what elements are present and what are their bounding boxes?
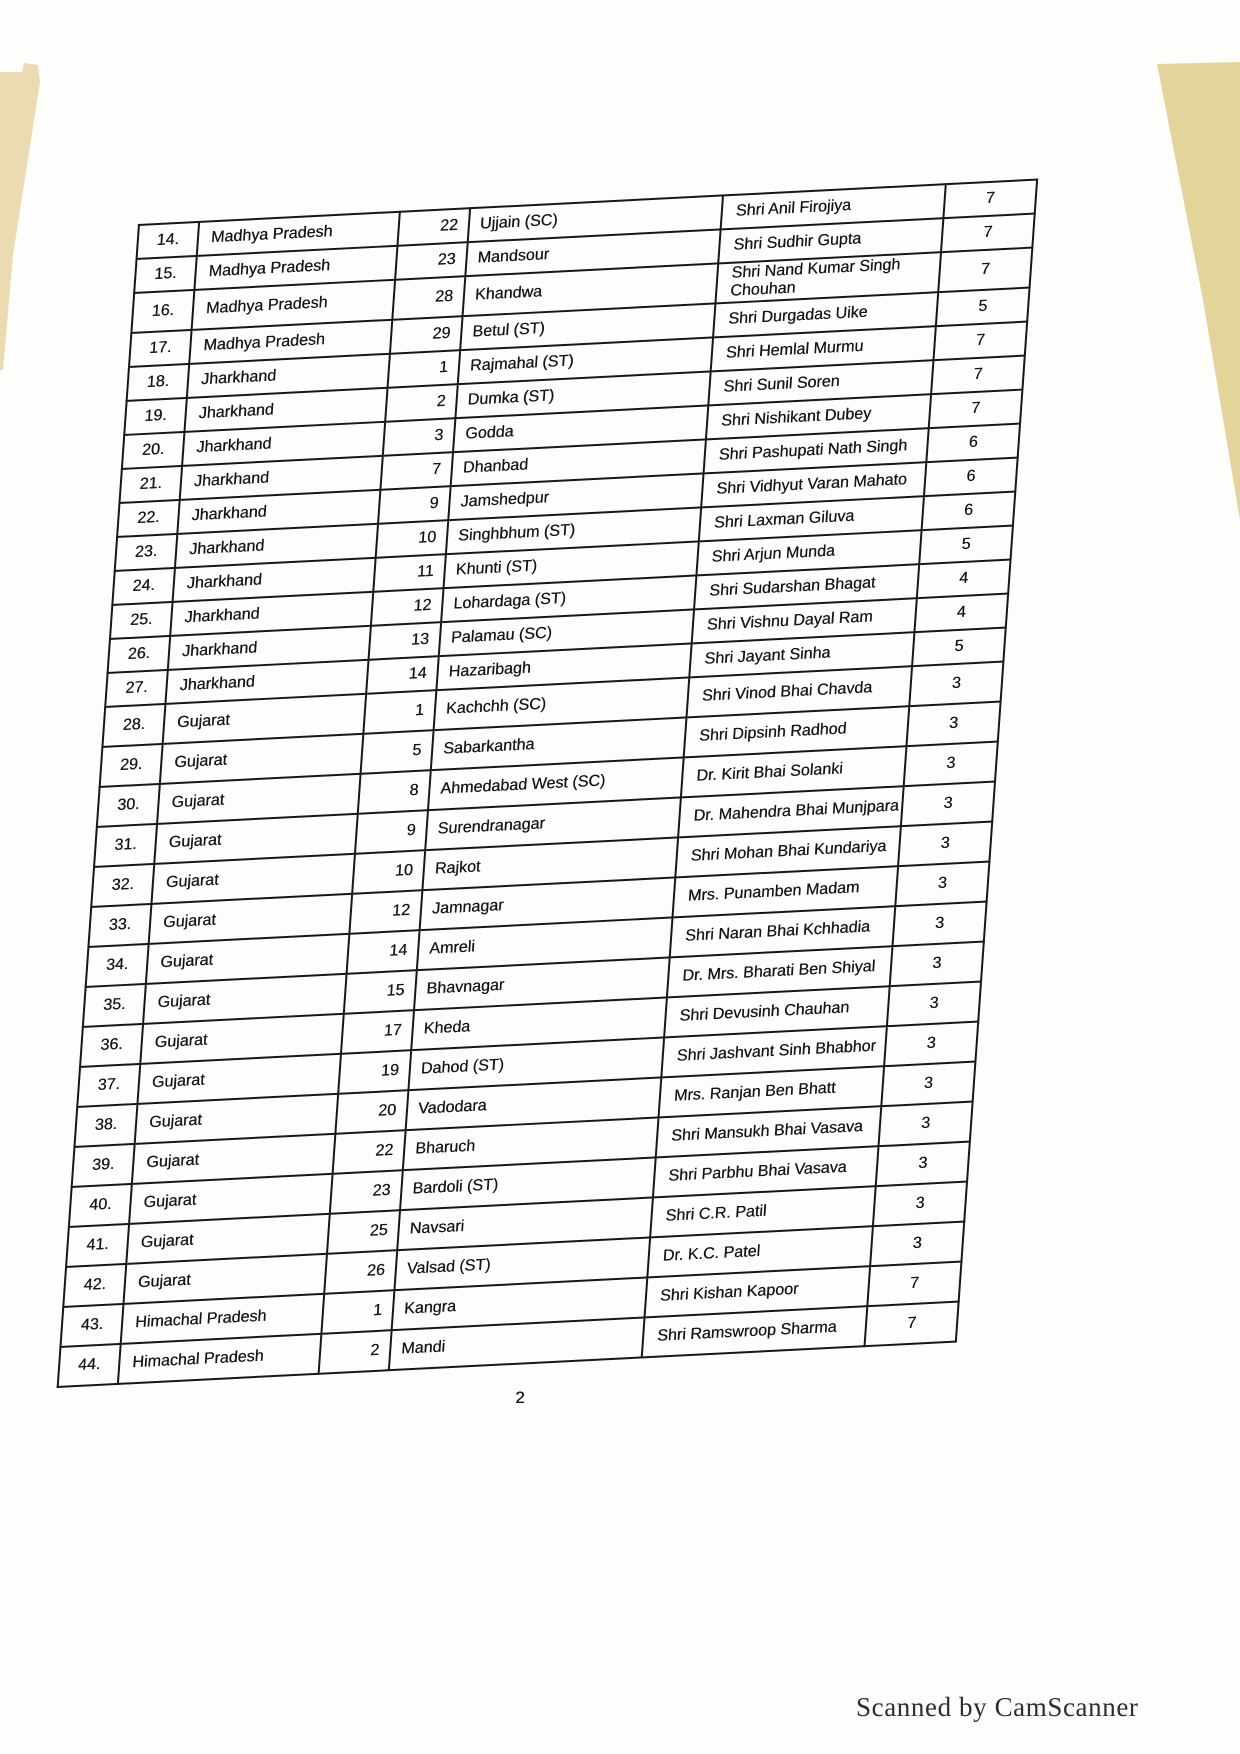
backing-paper-top-right-corner	[1140, 0, 1240, 540]
cell-constituency: Mandi	[389, 1317, 645, 1370]
cell-state: Jharkhand	[184, 388, 387, 432]
cell-name: Shri Hemlal Murmu	[711, 326, 936, 371]
cell-num: 9	[355, 810, 428, 854]
cell-constituency: Bhavnagar	[414, 957, 670, 1010]
cell-state: Gujarat	[149, 894, 353, 944]
cell-sno: 33.	[88, 904, 151, 947]
cell-sno: 31.	[94, 824, 157, 867]
cell-state: Jharkhand	[165, 660, 368, 704]
cell-sno: 29.	[100, 744, 163, 787]
cell-state: Gujarat	[151, 854, 355, 904]
cell-name: Shri Kishan Kapoor	[645, 1266, 871, 1317]
cell-state: Gujarat	[126, 1214, 330, 1264]
camscanner-watermark: Scanned by CamScanner	[856, 1692, 1139, 1722]
cell-num: 1	[363, 690, 436, 734]
cell-constituency: Khunti (ST)	[444, 541, 699, 588]
cell-num: 29	[390, 316, 463, 354]
cell-name: Shri Parbhu Bhai Vasava	[653, 1146, 879, 1197]
cell-constituency: Rajkot	[422, 837, 678, 890]
cell-count: 3	[904, 741, 998, 786]
cell-name: Dr. Kirit Bhai Solanki	[681, 746, 907, 797]
cell-num: 14	[347, 930, 420, 974]
cell-name: Shri Vinod Bhai Chavda	[687, 666, 913, 717]
cell-num: 22	[333, 1130, 406, 1174]
cell-num: 2	[385, 384, 458, 422]
cell-name: Shri Jashvant Sinh Bhabhor	[661, 1026, 887, 1077]
cell-state: Gujarat	[146, 934, 350, 984]
cell-count: 3	[870, 1221, 964, 1266]
cell-constituency: Jamnagar	[420, 877, 676, 930]
cell-num: 5	[361, 730, 434, 774]
cell-num: 15	[344, 970, 417, 1014]
cell-name: Mrs. Punamben Madam	[673, 866, 899, 917]
cell-constituency: Dhanbad	[451, 439, 706, 486]
cell-sno: 39.	[72, 1144, 135, 1187]
cell-num: 17	[341, 1010, 414, 1054]
cell-count: 7	[929, 389, 1023, 428]
cell-name: Shri Sunil Soren	[708, 360, 933, 405]
cell-name: Shri Jayant Sinha	[689, 632, 914, 677]
cell-count: 7	[933, 321, 1027, 360]
cell-state: Gujarat	[123, 1254, 327, 1304]
cell-num: 13	[369, 622, 442, 660]
cell-state: Gujarat	[137, 1054, 341, 1104]
cell-count: 3	[906, 701, 1000, 746]
cell-count: 7	[931, 355, 1025, 394]
cell-name: Shri Devusinh Chauhan	[664, 986, 890, 1037]
cell-constituency: Khandwa	[463, 263, 719, 316]
cell-count: 3	[876, 1141, 970, 1186]
cell-count: 3	[873, 1181, 967, 1226]
cell-num: 14	[366, 656, 439, 694]
cell-count: 5	[919, 525, 1013, 564]
cell-state: Madhya Pradesh	[194, 246, 397, 290]
cell-num: 26	[324, 1250, 397, 1294]
cell-sno: 14.	[137, 222, 200, 259]
cell-name: Shri Mohan Bhai Kundariya	[675, 826, 901, 877]
cell-count: 7	[943, 180, 1037, 219]
cell-constituency: Kangra	[392, 1277, 648, 1330]
page-number: 2	[515, 1388, 525, 1407]
cell-constituency: Bardoli (ST)	[400, 1157, 656, 1210]
cell-num: 7	[380, 452, 453, 490]
cell-count: 7	[867, 1261, 961, 1306]
cell-sno: 22.	[117, 500, 180, 537]
cell-constituency: Mandsour	[465, 229, 720, 276]
cell-state: Jharkhand	[168, 626, 371, 670]
cell-sno: 40.	[69, 1184, 132, 1227]
cell-num: 1	[321, 1290, 394, 1334]
cell-num: 12	[371, 588, 444, 626]
cell-name: Shri Sudhir Gupta	[718, 218, 943, 263]
cell-constituency: Vadodara	[406, 1077, 662, 1130]
cell-sno: 24.	[112, 568, 175, 605]
cell-num: 28	[392, 276, 465, 319]
cell-sno: 19.	[124, 398, 187, 435]
cell-count: 3	[879, 1101, 973, 1146]
cell-name: Shri Anil Firojiya	[721, 184, 946, 229]
cell-sno: 43.	[60, 1304, 123, 1347]
cell-state: Gujarat	[132, 1134, 336, 1184]
cell-name: Shri Nand Kumar Singh Chouhan	[715, 252, 941, 303]
cell-state: Jharkhand	[173, 558, 376, 602]
cell-count: 3	[893, 901, 987, 946]
cell-sno: 42.	[63, 1264, 126, 1307]
cell-num: 3	[383, 418, 456, 456]
cell-name: Shri Sudarshan Bhagat	[694, 564, 919, 609]
cell-count: 7	[865, 1301, 959, 1346]
cell-sno: 30.	[97, 784, 160, 827]
cell-name: Shri Dipsinh Radhod	[684, 706, 910, 757]
cell-constituency: Rajmahal (ST)	[458, 337, 713, 384]
cell-name: Shri Ramswroop Sharma	[642, 1306, 868, 1357]
cell-sno: 37.	[77, 1064, 140, 1107]
cell-state: Gujarat	[157, 774, 361, 824]
cell-state: Jharkhand	[180, 456, 383, 500]
cell-sno: 35.	[83, 984, 146, 1027]
cell-name: Dr. K.C. Patel	[647, 1226, 873, 1277]
cell-constituency: Kheda	[411, 997, 667, 1050]
cell-sno: 34.	[86, 944, 149, 987]
cell-state: Madhya Pradesh	[192, 280, 395, 330]
cell-count: 3	[887, 981, 981, 1026]
cell-name: Shri Pashupati Nath Singh	[704, 428, 929, 473]
cell-name: Shri Durgadas Uike	[713, 292, 938, 337]
cell-state: Gujarat	[160, 734, 364, 784]
cell-constituency: Ujjain (SC)	[468, 195, 723, 242]
cell-constituency: Bharuch	[403, 1117, 659, 1170]
cell-count: 5	[912, 627, 1006, 666]
cell-state: Himachal Pradesh	[118, 1334, 322, 1384]
cell-name: Shri Arjun Munda	[696, 530, 921, 575]
cell-num: 22	[397, 208, 470, 246]
cell-sno: 17.	[129, 330, 192, 367]
cell-num: 10	[376, 520, 449, 558]
cell-constituency: Singhbhum (ST)	[446, 507, 701, 554]
cell-num: 11	[373, 554, 446, 592]
cell-sno: 36.	[80, 1024, 143, 1067]
cell-sno: 28.	[102, 704, 165, 747]
cell-constituency: Navsari	[397, 1197, 653, 1250]
cell-count: 6	[926, 423, 1020, 462]
cell-constituency: Hazaribagh	[436, 643, 691, 690]
cell-constituency: Amreli	[417, 917, 673, 970]
cell-sno: 26.	[108, 636, 171, 673]
cell-sno: 38.	[74, 1104, 137, 1147]
cell-constituency: Kachchh (SC)	[434, 677, 690, 730]
cell-state: Gujarat	[154, 814, 358, 864]
cell-name: Dr. Mrs. Bharati Ben Shiyal	[667, 946, 893, 997]
cell-state: Jharkhand	[182, 422, 385, 466]
cell-count: 3	[890, 941, 984, 986]
cell-constituency: Palamau (SC)	[439, 609, 694, 656]
cell-state: Jharkhand	[187, 354, 390, 398]
cell-constituency: Jamshedpur	[448, 473, 703, 520]
cell-sno: 25.	[110, 602, 173, 639]
cell-name: Dr. Mahendra Bhai Munjpara	[678, 786, 904, 837]
cell-constituency: Betul (ST)	[460, 303, 715, 350]
cell-num: 23	[395, 242, 468, 280]
cell-state: Himachal Pradesh	[121, 1294, 325, 1344]
cell-num: 12	[349, 890, 422, 934]
cell-constituency: Godda	[453, 405, 708, 452]
cell-constituency: Dahod (ST)	[408, 1037, 664, 1090]
cell-name: Shri Laxman Giluva	[699, 496, 924, 541]
cell-name: Shri Mansukh Bhai Vasava	[656, 1106, 882, 1157]
cell-num: 8	[358, 770, 431, 814]
mp-table-body	[58, 180, 1037, 1387]
backing-paper-left-edge	[0, 0, 60, 380]
cell-name: Shri Vidhyut Varan Mahato	[701, 462, 926, 507]
cell-count: 3	[884, 1021, 978, 1066]
cell-sno: 18.	[127, 364, 190, 401]
cell-count: 7	[938, 248, 1032, 292]
cell-state: Gujarat	[135, 1094, 339, 1144]
cell-sno: 23.	[115, 534, 178, 571]
cell-num: 20	[335, 1090, 408, 1134]
cell-sno: 27.	[105, 670, 168, 707]
cell-name: Shri Naran Bhai Kchhadia	[670, 906, 896, 957]
cell-count: 3	[901, 781, 995, 826]
cell-count: 4	[917, 559, 1011, 598]
cell-state: Gujarat	[140, 1014, 344, 1064]
cell-num: 10	[352, 850, 425, 894]
cell-state: Gujarat	[129, 1174, 333, 1224]
cell-constituency: Valsad (ST)	[394, 1237, 650, 1290]
cell-name: Mrs. Ranjan Ben Bhatt	[659, 1066, 885, 1117]
cell-state: Jharkhand	[175, 524, 378, 568]
cell-sno: 32.	[91, 864, 154, 907]
cell-state: Gujarat	[143, 974, 347, 1024]
cell-constituency: Surendranagar	[425, 797, 681, 850]
cell-num: 1	[388, 350, 461, 388]
cell-sno: 44.	[58, 1344, 121, 1387]
cell-count: 3	[909, 661, 1003, 706]
cell-sno: 20.	[122, 432, 185, 469]
cell-num: 2	[319, 1330, 392, 1374]
cell-constituency: Sabarkantha	[431, 717, 687, 770]
cell-state: Jharkhand	[177, 490, 380, 534]
cell-count: 6	[924, 457, 1018, 496]
cell-state: Gujarat	[163, 694, 367, 744]
cell-constituency: Dumka (ST)	[455, 371, 710, 418]
cell-state: Jharkhand	[170, 592, 373, 636]
mp-table	[57, 179, 1039, 1388]
cell-num: 23	[330, 1170, 403, 1214]
cell-name: Shri Nishikant Dubey	[706, 394, 931, 439]
cell-count: 3	[898, 821, 992, 866]
cell-name: Shri Vishnu Dayal Ram	[692, 598, 917, 643]
cell-count: 4	[914, 593, 1008, 632]
cell-state: Madhya Pradesh	[197, 212, 400, 256]
cell-name: Shri C.R. Patil	[650, 1186, 876, 1237]
cell-sno: 15.	[134, 256, 197, 293]
cell-sno: 16.	[131, 290, 194, 333]
cell-constituency: Lohardaga (ST)	[441, 575, 696, 622]
cell-count: 5	[936, 287, 1030, 326]
cell-count: 3	[895, 861, 989, 906]
cell-count: 7	[941, 214, 1035, 253]
cell-count: 6	[922, 491, 1016, 530]
cell-num: 19	[338, 1050, 411, 1094]
cell-sno: 41.	[66, 1224, 129, 1267]
cell-state: Madhya Pradesh	[189, 320, 392, 364]
scanned-table-region	[57, 179, 1037, 1388]
cell-sno: 21.	[120, 466, 183, 503]
cell-num: 9	[378, 486, 451, 524]
cell-num: 25	[327, 1210, 400, 1254]
cell-constituency: Ahmedabad West (SC)	[428, 757, 684, 810]
cell-count: 3	[881, 1061, 975, 1106]
